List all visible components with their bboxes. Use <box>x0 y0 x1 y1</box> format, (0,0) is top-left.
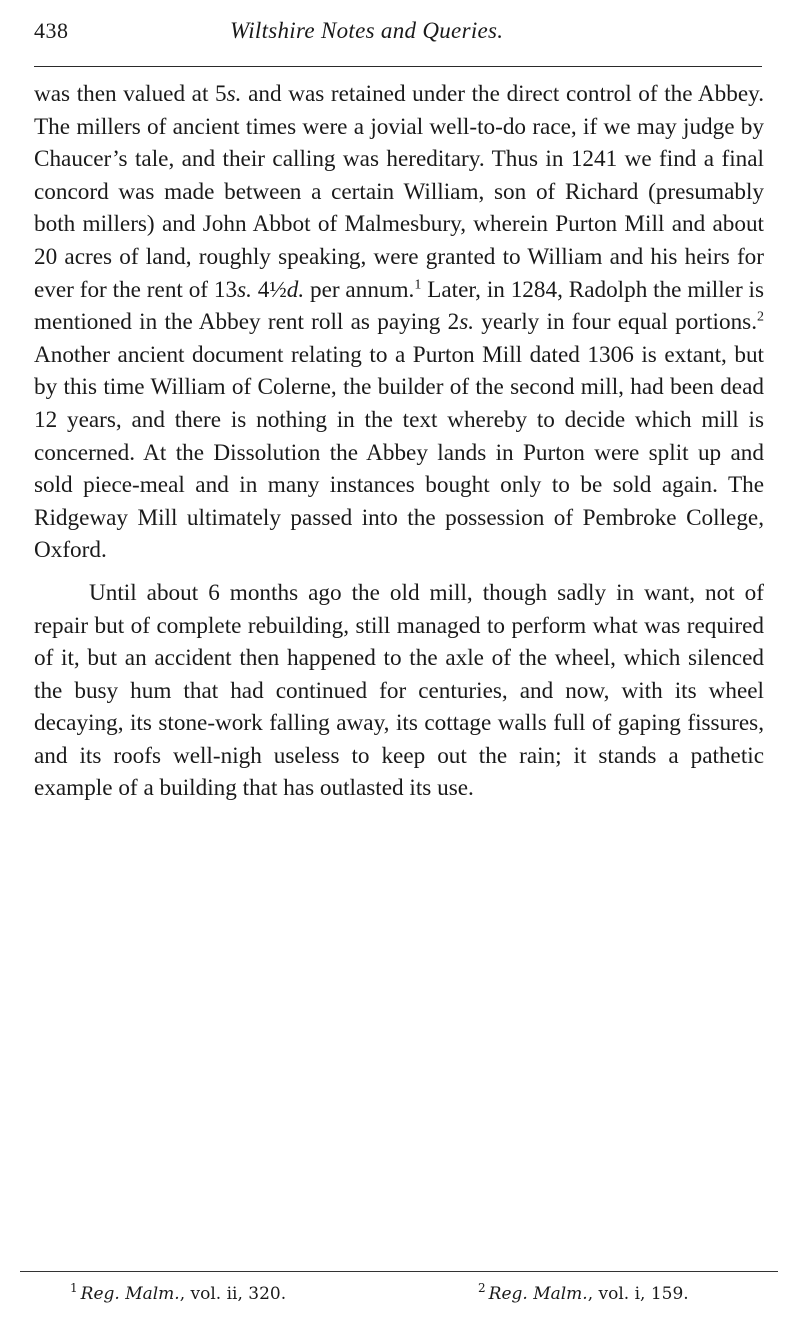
footnote-source: Reg. Malm. <box>488 1284 588 1304</box>
footnote-marker: 2 <box>478 1281 486 1296</box>
paragraph-1-text: and was retained under the direct control of the Abbey. The millers of ancient times were a jovial well-to-do race, if we may judge by Chaucer’s tale, and their calling was hereditary. Thus in 1241 we find a final concord was made between a certain William, son of Richard (presumably both millers) and John Abbot of Malmesbury, wherein Purton Mill and about 20 acres of land, roughly speaking, were granted to William and his heirs for ever for the rent of 13 <box>34 81 765 303</box>
page-header <box>34 18 764 52</box>
paragraph-1-text: Another ancient document relating to a Purton Mill dated 1306 is extant, but by this time William of Colerne, the builder of the second mill, had been dead 12 years, and there is nothing in the text whereby to decide which mill is concerned. At the Dissolution the Abbey lands in Purton were split up and sold piece-meal and in many instances bought only to be sold again. The Ridgeway Mill ultimately passed into the possession of Pembroke College, Oxford. <box>34 341 764 564</box>
footnote-reference: , vol. ii, 320. <box>179 1284 287 1304</box>
paragraph-2: Until about 6 months ago the old mill, though sadly in want, not of repair but of complete rebuilding, still managed to perform what was required of it, but an accident then happened to the axle of the wheel, which silenced the busy hum that had continued for centuries, and now, with its wheel decaying, its stone-work falling away, its cottage walls full of gaping fissures, and its roofs well-nigh useless to keep out the rain; it stands a pathetic example of a building that has outlasted its use. <box>34 579 764 802</box>
page-number: 438 <box>34 18 69 43</box>
footnote-1 <box>70 1281 287 1304</box>
shillings-abbrev: s. <box>459 309 475 336</box>
footnote-2 <box>478 1281 689 1304</box>
footnote-rule <box>20 1271 778 1272</box>
paragraph-1-text: Later, in 1284, Radolph the miller is mentioned in the Abbey rent roll as paying 2 <box>34 276 765 336</box>
body-text <box>34 78 764 805</box>
paragraph-1 <box>34 78 764 567</box>
pence-abbrev: d. <box>286 276 305 303</box>
running-title: Wiltshire Notes and Queries. <box>230 18 504 43</box>
paragraph-1-text: 4½ <box>251 276 287 303</box>
footnote-marker: 1 <box>70 1281 78 1296</box>
footnote-reference-2[interactable]: 2 <box>757 309 764 325</box>
footnote-source: Reg. Malm. <box>80 1284 180 1304</box>
footnote-reference: , vol. i, 159. <box>587 1284 689 1304</box>
shillings-abbrev: s. <box>226 81 242 107</box>
paragraph-1-text: per annum. <box>304 276 415 303</box>
paragraph-1-text: yearly in four equal portions. <box>474 309 757 336</box>
header-rule <box>34 66 762 67</box>
footnote-reference-1[interactable]: 1 <box>414 276 422 292</box>
paragraph-1-text: was then valued at 5 <box>34 81 227 107</box>
shillings-abbrev: s. <box>237 276 252 303</box>
